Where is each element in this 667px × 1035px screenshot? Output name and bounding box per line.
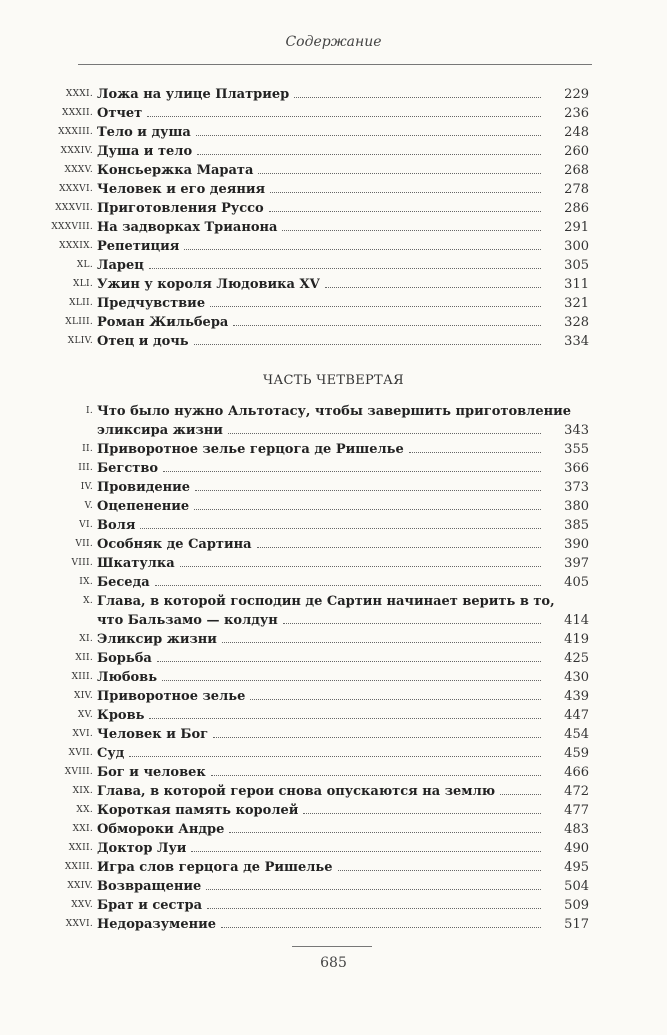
page-ref: 425 (564, 651, 589, 666)
toc-entry (0, 687, 667, 706)
chapter-title-block (97, 896, 587, 915)
chapter-title: Воля (97, 518, 136, 533)
chapter-title: Приворотное зелье (97, 689, 246, 704)
page-ref: 311 (564, 277, 589, 292)
chapter-title-block (97, 294, 587, 313)
dot-leader (207, 896, 541, 909)
chapter-title-line (97, 199, 587, 218)
toc-entry (0, 801, 667, 820)
chapter-title-block (97, 516, 587, 535)
chapter-number: IV. (80, 482, 93, 492)
chapter-title-block (97, 801, 587, 820)
chapter-number: XLI. (73, 279, 93, 289)
chapter-number: III. (78, 463, 93, 473)
chapter-number: IX. (79, 577, 93, 587)
chapter-title-line (97, 275, 587, 294)
chapter-number: XVI. (72, 729, 93, 739)
chapter-title-line (97, 180, 587, 199)
page-ref: 439 (564, 689, 589, 704)
chapter-number: XXXVI. (59, 184, 93, 194)
chapter-number: XXXIV. (60, 146, 93, 156)
chapter-title: Глава, в которой герои снова опускаются на землю (97, 784, 496, 799)
toc-entry (0, 294, 667, 313)
dot-leader (194, 497, 541, 510)
dot-leader (184, 237, 541, 250)
page-ref: 305 (564, 258, 589, 273)
dot-leader (213, 725, 541, 738)
toc-part-four (0, 402, 667, 934)
chapter-title-line (97, 516, 587, 535)
chapter-title-block (97, 332, 587, 351)
chapter-number: XVIII. (64, 767, 93, 777)
toc-entry (0, 630, 667, 649)
chapter-title-block (97, 706, 587, 725)
chapter-number: XIV. (74, 691, 93, 701)
toc-entry (0, 858, 667, 877)
dot-leader (233, 313, 541, 326)
chapter-title: Ужин у короля Людовика XV (97, 277, 320, 292)
footer-rule (292, 946, 372, 947)
page-ref: 414 (564, 613, 589, 628)
page-ref: 321 (564, 296, 589, 311)
toc-entry (0, 782, 667, 801)
chapter-title-line (97, 85, 587, 104)
page-ref: 509 (564, 898, 589, 913)
dot-leader (180, 554, 541, 567)
page-ref: 504 (564, 879, 589, 894)
toc-entry (0, 744, 667, 763)
chapter-number: XL. (76, 260, 93, 270)
chapter-title-line (97, 554, 587, 573)
running-header: Содержание (285, 34, 382, 50)
chapter-title-block (97, 839, 587, 858)
chapter-title-line (97, 801, 587, 820)
chapter-title: Оцепенение (97, 499, 190, 514)
chapter-title-block (97, 535, 587, 554)
chapter-title-line (97, 497, 587, 516)
chapter-title-line (97, 332, 587, 351)
chapter-title: Суд (97, 746, 125, 761)
dot-leader (129, 744, 541, 757)
chapter-number: XIX. (72, 786, 93, 796)
dot-leader (147, 104, 541, 117)
toc-entry (0, 592, 667, 630)
chapter-title-line (97, 744, 587, 763)
section-title-part-four: ЧАСТЬ ЧЕТВЕРТАЯ (263, 373, 404, 388)
chapter-title-line (97, 218, 587, 237)
toc-entry (0, 332, 667, 351)
chapter-title: Беседа (97, 575, 150, 590)
dot-leader (149, 256, 541, 269)
chapter-number: XXXVII. (55, 203, 93, 213)
chapter-number: XXXVIII. (51, 222, 93, 232)
page-ref: 472 (564, 784, 589, 799)
toc-entry (0, 877, 667, 896)
chapter-title-line (97, 687, 587, 706)
page-ref: 343 (564, 423, 589, 438)
chapter-title: Консьержка Марата (97, 163, 254, 178)
dot-leader (257, 535, 541, 548)
chapter-title-block (97, 573, 587, 592)
dot-leader (155, 573, 541, 586)
page-ref: 229 (564, 87, 589, 102)
chapter-title-block (97, 313, 587, 332)
chapter-title-block (97, 402, 587, 440)
page-ref: 447 (564, 708, 589, 723)
chapter-title: Ларец (97, 258, 144, 273)
chapter-title-block (97, 782, 587, 801)
toc-entry (0, 516, 667, 535)
toc-entry (0, 915, 667, 934)
chapter-title-block (97, 218, 587, 237)
page-ref: 490 (564, 841, 589, 856)
chapter-title-line (97, 161, 587, 180)
toc-entry (0, 275, 667, 294)
chapter-title-block (97, 649, 587, 668)
chapter-title: Обмороки Андре (97, 822, 225, 837)
page-ref: 268 (564, 163, 589, 178)
chapter-title-line (97, 630, 587, 649)
page-ref: 385 (564, 518, 589, 533)
dot-leader (196, 123, 541, 136)
chapter-title: Брат и сестра (97, 898, 203, 913)
chapter-title: Бегство (97, 461, 159, 476)
toc-entry (0, 402, 667, 440)
chapter-title-block (97, 554, 587, 573)
page-ref: 495 (564, 860, 589, 875)
chapter-number: XVII. (68, 748, 93, 758)
dot-leader (294, 85, 541, 98)
chapter-title-block (97, 763, 587, 782)
chapter-title-line (97, 440, 587, 459)
toc-entry (0, 573, 667, 592)
chapter-title-block (97, 687, 587, 706)
toc-entry (0, 497, 667, 516)
toc-entry (0, 123, 667, 142)
chapter-number: I. (85, 406, 93, 416)
chapter-title-line (97, 649, 587, 668)
toc-entry (0, 649, 667, 668)
page-ref: 291 (564, 220, 589, 235)
chapter-title-block (97, 142, 587, 161)
chapter-number: XXII. (68, 843, 93, 853)
page-ref: 483 (564, 822, 589, 837)
chapter-title-block (97, 668, 587, 687)
dot-leader (325, 275, 541, 288)
chapter-title: Человек и его деяния (97, 182, 266, 197)
page-ref: 286 (564, 201, 589, 216)
dot-leader (195, 478, 541, 491)
chapter-title: Провидение (97, 480, 191, 495)
chapter-title-block (97, 275, 587, 294)
chapter-title: Возвращение (97, 879, 202, 894)
chapter-title: Душа и тело (97, 144, 193, 159)
chapter-title: Шкатулка (97, 556, 175, 571)
toc-entry (0, 478, 667, 497)
chapter-title-block (97, 85, 587, 104)
chapter-number: XV. (77, 710, 93, 720)
chapter-title-block (97, 592, 587, 630)
chapter-title-line (97, 104, 587, 123)
chapter-title-line (97, 763, 587, 782)
chapter-title-block (97, 630, 587, 649)
chapter-number: XXXII. (62, 108, 93, 118)
dot-leader (191, 839, 541, 852)
dot-leader (140, 516, 541, 529)
chapter-title: Любовь (97, 670, 158, 685)
dot-leader (197, 142, 541, 155)
chapter-title-line (97, 256, 587, 275)
chapter-number: V. (84, 501, 93, 511)
toc-entry (0, 440, 667, 459)
chapter-number: XX. (76, 805, 93, 815)
page-ref: 419 (564, 632, 589, 647)
dot-leader (221, 915, 541, 928)
dot-leader (157, 649, 541, 662)
toc-entry (0, 554, 667, 573)
page-ref: 236 (564, 106, 589, 121)
chapter-number: XXXI. (65, 89, 93, 99)
chapter-title-block (97, 459, 587, 478)
chapter-title-line (97, 782, 587, 801)
toc-entry (0, 142, 667, 161)
chapter-title: Эликсир жизни (97, 632, 217, 647)
chapter-number: XXIV. (67, 881, 93, 891)
toc-entry (0, 256, 667, 275)
chapter-title-block (97, 497, 587, 516)
chapter-title: Борьба (97, 651, 152, 666)
chapter-title: Репетиция (97, 239, 180, 254)
page-ref: 300 (564, 239, 589, 254)
chapter-number: XLII. (69, 298, 93, 308)
chapter-title-line (97, 421, 587, 440)
page-ref: 373 (564, 480, 589, 495)
page-ref: 328 (564, 315, 589, 330)
chapter-title-line (97, 478, 587, 497)
chapter-title-line (97, 535, 587, 554)
chapter-title-line (97, 839, 587, 858)
chapter-title-line (97, 294, 587, 313)
chapter-title-block (97, 744, 587, 763)
chapter-number: XIII. (71, 672, 93, 682)
dot-leader (500, 782, 541, 795)
chapter-title-continued: эликсира жизни (97, 423, 223, 438)
dot-leader (194, 332, 541, 345)
page-ref: 459 (564, 746, 589, 761)
chapter-number: XII. (75, 653, 93, 663)
dot-leader (283, 611, 541, 624)
chapter-title-line (97, 237, 587, 256)
page-ref: 477 (564, 803, 589, 818)
toc-entry (0, 820, 667, 839)
chapter-number: XXXIX. (59, 241, 93, 251)
chapter-title: Отчет (97, 106, 143, 121)
chapter-title-line (97, 725, 587, 744)
chapter-title-line (97, 573, 587, 592)
page-ref: 380 (564, 499, 589, 514)
chapter-title: Глава, в которой господин де Сартин начинает верить в то, (97, 594, 555, 609)
chapter-number: X. (83, 596, 93, 606)
dot-leader (338, 858, 542, 871)
toc-entry (0, 85, 667, 104)
chapter-title: Предчувствие (97, 296, 206, 311)
chapter-title: Бог и человек (97, 765, 206, 780)
page-ref: 430 (564, 670, 589, 685)
dot-leader (228, 421, 541, 434)
dot-leader (162, 668, 541, 681)
chapter-title-block (97, 478, 587, 497)
dot-leader (303, 801, 541, 814)
page-ref: 248 (564, 125, 589, 140)
dot-leader (222, 630, 541, 643)
chapter-title: Человек и Бог (97, 727, 209, 742)
dot-leader (210, 294, 541, 307)
toc-entry (0, 725, 667, 744)
toc-entry (0, 896, 667, 915)
toc-entry (0, 313, 667, 332)
page-ref: 390 (564, 537, 589, 552)
chapter-number: VIII. (71, 558, 93, 568)
chapter-title-block (97, 256, 587, 275)
chapter-title-line (97, 896, 587, 915)
chapter-title-line (97, 820, 587, 839)
dot-leader (206, 877, 541, 890)
dot-leader (229, 820, 541, 833)
chapter-title-line (97, 313, 587, 332)
page-ref: 278 (564, 182, 589, 197)
chapter-title-line (97, 858, 587, 877)
page-ref: 334 (564, 334, 589, 349)
chapter-title-continued: что Бальзамо — колдун (97, 613, 278, 628)
toc-part-three (0, 85, 667, 351)
chapter-number: XLIV. (67, 336, 93, 346)
dot-leader (149, 706, 541, 719)
chapter-title-block (97, 725, 587, 744)
chapter-title-block (97, 123, 587, 142)
header-rule (78, 64, 592, 65)
chapter-number: XI. (79, 634, 93, 644)
dot-leader (282, 218, 541, 231)
chapter-title-block (97, 915, 587, 934)
chapter-number: II. (82, 444, 93, 454)
dot-leader (163, 459, 541, 472)
chapter-title-block (97, 180, 587, 199)
toc-entry (0, 180, 667, 199)
page-ref: 397 (564, 556, 589, 571)
toc-entry (0, 763, 667, 782)
chapter-title-line (97, 611, 587, 630)
chapter-title: Роман Жильбера (97, 315, 229, 330)
chapter-title-line (97, 459, 587, 478)
chapter-title: Недоразумение (97, 917, 217, 932)
toc-entry (0, 218, 667, 237)
chapter-number: XXXV. (64, 165, 93, 175)
page-ref: 466 (564, 765, 589, 780)
dot-leader (270, 180, 541, 193)
toc-entry (0, 459, 667, 478)
chapter-number: XXVI. (65, 919, 93, 929)
chapter-title-block (97, 199, 587, 218)
chapter-number: XXIII. (64, 862, 93, 872)
toc-entry (0, 706, 667, 725)
chapter-number: VII. (75, 539, 93, 549)
chapter-number: XXI. (72, 824, 93, 834)
toc-entry (0, 104, 667, 123)
chapter-title-block (97, 237, 587, 256)
chapter-number: XXXIII. (58, 127, 93, 137)
chapter-title-line (97, 142, 587, 161)
dot-leader (409, 440, 541, 453)
chapter-title: Отец и дочь (97, 334, 189, 349)
chapter-title-line (97, 123, 587, 142)
toc-entry (0, 668, 667, 687)
page-ref: 405 (564, 575, 589, 590)
chapter-title-block (97, 820, 587, 839)
chapter-title: Что было нужно Альтотасу, чтобы завершить приготовление (97, 404, 572, 419)
chapter-number: XLIII. (65, 317, 93, 327)
chapter-title-block (97, 104, 587, 123)
toc-entry (0, 237, 667, 256)
chapter-title: Ложа на улице Платриер (97, 87, 290, 102)
page-number: 685 (320, 955, 347, 971)
chapter-title: Особняк де Сартина (97, 537, 252, 552)
chapter-number: VI. (79, 520, 93, 530)
chapter-title: На задворках Трианона (97, 220, 278, 235)
page-ref: 355 (564, 442, 589, 457)
chapter-title-line (97, 877, 587, 896)
chapter-title: Игра слов герцога де Ришелье (97, 860, 333, 875)
chapter-title: Приворотное зелье герцога де Ришелье (97, 442, 404, 457)
dot-leader (211, 763, 541, 776)
chapter-title-line (97, 706, 587, 725)
dot-leader (269, 199, 541, 212)
page-ref: 454 (564, 727, 589, 742)
chapter-title-block (97, 161, 587, 180)
toc-entry (0, 199, 667, 218)
chapter-title: Короткая память королей (97, 803, 299, 818)
page-ref: 260 (564, 144, 589, 159)
chapter-title-line (97, 668, 587, 687)
chapter-title-line (97, 915, 587, 934)
chapter-number: XXV. (71, 900, 93, 910)
chapter-title: Кровь (97, 708, 145, 723)
chapter-title-block (97, 440, 587, 459)
chapter-title-block (97, 858, 587, 877)
chapter-title: Приготовления Руссо (97, 201, 264, 216)
toc-entry (0, 161, 667, 180)
page-ref: 517 (564, 917, 589, 932)
chapter-title: Тело и душа (97, 125, 191, 140)
chapter-title: Доктор Луи (97, 841, 187, 856)
dot-leader (250, 687, 541, 700)
toc-entry (0, 535, 667, 554)
dot-leader (258, 161, 541, 174)
page-ref: 366 (564, 461, 589, 476)
toc-entry (0, 839, 667, 858)
chapter-title-block (97, 877, 587, 896)
